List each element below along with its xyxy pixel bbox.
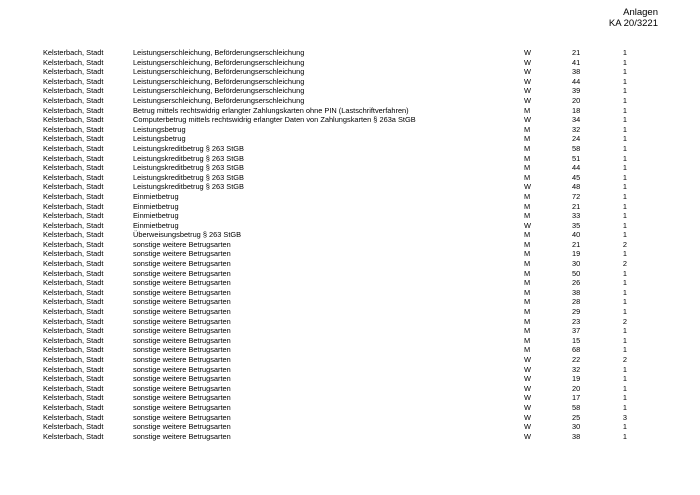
sex-cell: M	[524, 172, 531, 182]
sex-cell: W	[524, 364, 531, 374]
place-cell: Kelsterbach, Stadt	[43, 67, 104, 77]
sex-cell: M	[524, 105, 531, 115]
age-cell: 58	[572, 143, 581, 153]
count-cell: 1	[622, 249, 627, 259]
place-cell: Kelsterbach, Stadt	[43, 287, 104, 297]
offense-cell: Betrug mittels rechtswidrig erlangter Zahlungskarten ohne PIN (Lastschriftverfahren)	[133, 105, 409, 115]
age-cell: 51	[572, 153, 581, 163]
offense-cell: sonstige weitere Betrugsarten	[133, 412, 231, 422]
table-row	[0, 413, 700, 423]
sex-cell: M	[524, 239, 531, 249]
sex-cell: W	[524, 115, 531, 125]
count-cell: 1	[622, 422, 627, 432]
sex-cell: M	[524, 345, 531, 355]
table-row	[0, 230, 700, 240]
place-cell: Kelsterbach, Stadt	[43, 48, 104, 57]
table-row	[0, 355, 700, 365]
age-cell: 28	[572, 297, 581, 307]
sex-cell: W	[524, 95, 531, 105]
age-cell: 44	[572, 163, 581, 173]
table-row	[0, 393, 700, 403]
offense-cell: sonstige weitere Betrugsarten	[133, 239, 231, 249]
sex-cell: W	[524, 374, 531, 384]
age-cell: 39	[572, 86, 581, 96]
place-cell: Kelsterbach, Stadt	[43, 153, 104, 163]
place-cell: Kelsterbach, Stadt	[43, 374, 104, 384]
table-row	[0, 58, 700, 68]
place-cell: Kelsterbach, Stadt	[43, 230, 104, 240]
sex-cell: W	[524, 48, 531, 57]
count-cell: 1	[622, 287, 627, 297]
count-cell: 1	[622, 76, 627, 86]
sex-cell: W	[524, 431, 531, 441]
table-row	[0, 144, 700, 154]
place-cell: Kelsterbach, Stadt	[43, 182, 104, 192]
age-cell: 26	[572, 278, 581, 288]
sex-cell: M	[524, 268, 531, 278]
place-cell: Kelsterbach, Stadt	[43, 124, 104, 134]
count-cell: 1	[622, 345, 627, 355]
count-cell: 2	[622, 316, 627, 326]
count-cell: 1	[622, 374, 627, 384]
age-cell: 58	[572, 402, 581, 412]
age-cell: 21	[572, 48, 581, 57]
offense-cell: sonstige weitere Betrugsarten	[133, 393, 231, 403]
place-cell: Kelsterbach, Stadt	[43, 335, 104, 345]
table-row	[0, 182, 700, 192]
age-cell: 21	[572, 239, 581, 249]
count-cell: 1	[622, 163, 627, 173]
data-table	[0, 48, 700, 441]
table-row	[0, 288, 700, 298]
offense-cell: Einmietbetrug	[133, 201, 179, 211]
count-cell: 3	[622, 412, 627, 422]
count-cell: 1	[622, 307, 627, 317]
table-row	[0, 269, 700, 279]
table-row	[0, 125, 700, 135]
count-cell: 1	[622, 124, 627, 134]
place-cell: Kelsterbach, Stadt	[43, 297, 104, 307]
place-cell: Kelsterbach, Stadt	[43, 364, 104, 374]
age-cell: 30	[572, 259, 581, 269]
count-cell: 1	[622, 134, 627, 144]
table-row	[0, 86, 700, 96]
table-row	[0, 297, 700, 307]
count-cell: 1	[622, 278, 627, 288]
age-cell: 20	[572, 383, 581, 393]
offense-cell: Einmietbetrug	[133, 220, 179, 230]
sex-cell: M	[524, 230, 531, 240]
count-cell: 1	[622, 393, 627, 403]
count-cell: 2	[622, 355, 627, 364]
table-row	[0, 96, 700, 106]
count-cell: 1	[622, 191, 627, 201]
offense-cell: Leistungskreditbetrug § 263 StGB	[133, 163, 244, 173]
sex-cell: M	[524, 335, 531, 345]
sex-cell: M	[524, 211, 531, 221]
sex-cell: M	[524, 201, 531, 211]
place-cell: Kelsterbach, Stadt	[43, 268, 104, 278]
table-row	[0, 240, 700, 250]
table-row	[0, 163, 700, 173]
count-cell: 1	[622, 201, 627, 211]
sex-cell: M	[524, 153, 531, 163]
offense-cell: sonstige weitere Betrugsarten	[133, 383, 231, 393]
place-cell: Kelsterbach, Stadt	[43, 211, 104, 221]
table-row	[0, 336, 700, 346]
place-cell: Kelsterbach, Stadt	[43, 393, 104, 403]
place-cell: Kelsterbach, Stadt	[43, 239, 104, 249]
header-document-number: KA 20/3221	[608, 18, 658, 29]
count-cell: 1	[622, 402, 627, 412]
count-cell: 1	[622, 143, 627, 153]
table-row	[0, 278, 700, 288]
table-row	[0, 106, 700, 116]
sex-cell: M	[524, 259, 531, 269]
age-cell: 34	[572, 115, 581, 125]
offense-cell: Leistungserschleichung, Beförderungserschleichung	[133, 67, 305, 77]
table-row	[0, 384, 700, 394]
offense-cell: sonstige weitere Betrugsarten	[133, 259, 231, 269]
offense-cell: Computerbetrug mittels rechtswidrig erlangter Daten von Zahlungskarten § 263a StGB	[133, 115, 416, 125]
offense-cell: Leistungserschleichung, Beförderungserschleichung	[133, 86, 305, 96]
count-cell: 1	[622, 335, 627, 345]
sex-cell: M	[524, 163, 531, 173]
offense-cell: sonstige weitere Betrugsarten	[133, 345, 231, 355]
offense-cell: Leistungsbetrug	[133, 134, 186, 144]
place-cell: Kelsterbach, Stadt	[43, 57, 104, 67]
table-row	[0, 365, 700, 375]
sex-cell: M	[524, 316, 531, 326]
offense-cell: Überweisungsbetrug § 263 StGB	[133, 230, 242, 240]
count-cell: 2	[622, 239, 627, 249]
age-cell: 68	[572, 345, 581, 355]
age-cell: 30	[572, 422, 581, 432]
age-cell: 48	[572, 182, 581, 192]
sex-cell: M	[524, 287, 531, 297]
table-row	[0, 374, 700, 384]
place-cell: Kelsterbach, Stadt	[43, 172, 104, 182]
offense-cell: Leistungskreditbetrug § 263 StGB	[133, 153, 244, 163]
place-cell: Kelsterbach, Stadt	[43, 86, 104, 96]
count-cell: 1	[622, 86, 627, 96]
sex-cell: M	[524, 191, 531, 201]
age-cell: 50	[572, 268, 581, 278]
count-cell: 1	[622, 105, 627, 115]
count-cell: 1	[622, 230, 627, 240]
sex-cell: W	[524, 422, 531, 432]
place-cell: Kelsterbach, Stadt	[43, 316, 104, 326]
sex-cell: W	[524, 355, 531, 364]
table-row	[0, 154, 700, 164]
sex-cell: W	[524, 220, 531, 230]
offense-cell: Leistungskreditbetrug § 263 StGB	[133, 143, 244, 153]
sex-cell: W	[524, 86, 531, 96]
offense-cell: sonstige weitere Betrugsarten	[133, 249, 231, 259]
table-row	[0, 249, 700, 259]
place-cell: Kelsterbach, Stadt	[43, 326, 104, 336]
offense-cell: sonstige weitere Betrugsarten	[133, 402, 231, 412]
sex-cell: W	[524, 393, 531, 403]
place-cell: Kelsterbach, Stadt	[43, 345, 104, 355]
sex-cell: W	[524, 182, 531, 192]
place-cell: Kelsterbach, Stadt	[43, 307, 104, 317]
count-cell: 1	[622, 383, 627, 393]
table-row	[0, 345, 700, 355]
offense-cell: sonstige weitere Betrugsarten	[133, 316, 231, 326]
sex-cell: W	[524, 57, 531, 67]
place-cell: Kelsterbach, Stadt	[43, 220, 104, 230]
sex-cell: M	[524, 326, 531, 336]
place-cell: Kelsterbach, Stadt	[43, 355, 104, 364]
count-cell: 1	[622, 115, 627, 125]
age-cell: 20	[572, 95, 581, 105]
age-cell: 45	[572, 172, 581, 182]
offense-cell: sonstige weitere Betrugsarten	[133, 335, 231, 345]
age-cell: 32	[572, 124, 581, 134]
offense-cell: Einmietbetrug	[133, 191, 179, 201]
offense-cell: sonstige weitere Betrugsarten	[133, 431, 231, 441]
sex-cell: M	[524, 143, 531, 153]
age-cell: 38	[572, 287, 581, 297]
table-row	[0, 211, 700, 221]
age-cell: 33	[572, 211, 581, 221]
header-annex-label: Anlagen	[623, 7, 658, 18]
place-cell: Kelsterbach, Stadt	[43, 105, 104, 115]
place-cell: Kelsterbach, Stadt	[43, 134, 104, 144]
place-cell: Kelsterbach, Stadt	[43, 278, 104, 288]
offense-cell: sonstige weitere Betrugsarten	[133, 326, 231, 336]
offense-cell: Leistungskreditbetrug § 263 StGB	[133, 172, 244, 182]
offense-cell: Leistungserschleichung, Beförderungserschleichung	[133, 57, 305, 67]
table-row	[0, 77, 700, 87]
place-cell: Kelsterbach, Stadt	[43, 259, 104, 269]
age-cell: 38	[572, 431, 581, 441]
place-cell: Kelsterbach, Stadt	[43, 412, 104, 422]
count-cell: 1	[622, 182, 627, 192]
count-cell: 1	[622, 153, 627, 163]
place-cell: Kelsterbach, Stadt	[43, 422, 104, 432]
table-row	[0, 221, 700, 231]
table-row	[0, 259, 700, 269]
age-cell: 41	[572, 57, 581, 67]
count-cell: 1	[622, 67, 627, 77]
count-cell: 1	[622, 48, 627, 57]
offense-cell: sonstige weitere Betrugsarten	[133, 278, 231, 288]
table-row	[0, 307, 700, 317]
sex-cell: M	[524, 307, 531, 317]
age-cell: 37	[572, 326, 581, 336]
count-cell: 2	[622, 259, 627, 269]
place-cell: Kelsterbach, Stadt	[43, 249, 104, 259]
age-cell: 29	[572, 307, 581, 317]
offense-cell: Leistungskreditbetrug § 263 StGB	[133, 182, 244, 192]
place-cell: Kelsterbach, Stadt	[43, 201, 104, 211]
age-cell: 40	[572, 230, 581, 240]
table-row	[0, 422, 700, 432]
table-row	[0, 317, 700, 327]
offense-cell: sonstige weitere Betrugsarten	[133, 422, 231, 432]
count-cell: 1	[622, 431, 627, 441]
age-cell: 25	[572, 412, 581, 422]
age-cell: 32	[572, 364, 581, 374]
offense-cell: sonstige weitere Betrugsarten	[133, 355, 231, 364]
count-cell: 1	[622, 297, 627, 307]
table-row	[0, 173, 700, 183]
table-row	[0, 403, 700, 413]
sex-cell: M	[524, 297, 531, 307]
page-header	[609, 7, 658, 29]
sex-cell: W	[524, 76, 531, 86]
count-cell: 1	[622, 326, 627, 336]
sex-cell: M	[524, 134, 531, 144]
age-cell: 35	[572, 220, 581, 230]
place-cell: Kelsterbach, Stadt	[43, 163, 104, 173]
place-cell: Kelsterbach, Stadt	[43, 431, 104, 441]
table-row	[0, 48, 700, 58]
offense-cell: sonstige weitere Betrugsarten	[133, 307, 231, 317]
offense-cell: sonstige weitere Betrugsarten	[133, 374, 231, 384]
table-row	[0, 192, 700, 202]
sex-cell: M	[524, 124, 531, 134]
place-cell: Kelsterbach, Stadt	[43, 115, 104, 125]
count-cell: 1	[622, 172, 627, 182]
count-cell: 1	[622, 268, 627, 278]
age-cell: 19	[572, 374, 581, 384]
offense-cell: Leistungserschleichung, Beförderungserschleichung	[133, 76, 305, 86]
offense-cell: sonstige weitere Betrugsarten	[133, 364, 231, 374]
offense-cell: Leistungserschleichung, Beförderungserschleichung	[133, 48, 305, 57]
sex-cell: W	[524, 402, 531, 412]
table-row	[0, 134, 700, 144]
offense-cell: Leistungserschleichung, Beförderungserschleichung	[133, 95, 305, 105]
age-cell: 18	[572, 105, 581, 115]
count-cell: 1	[622, 57, 627, 67]
age-cell: 22	[572, 355, 581, 364]
age-cell: 38	[572, 67, 581, 77]
sex-cell: M	[524, 249, 531, 259]
age-cell: 21	[572, 201, 581, 211]
offense-cell: Leistungsbetrug	[133, 124, 186, 134]
table-row	[0, 67, 700, 77]
offense-cell: Einmietbetrug	[133, 211, 179, 221]
age-cell: 15	[572, 335, 581, 345]
sex-cell: W	[524, 67, 531, 77]
place-cell: Kelsterbach, Stadt	[43, 191, 104, 201]
sex-cell: M	[524, 278, 531, 288]
age-cell: 23	[572, 316, 581, 326]
age-cell: 24	[572, 134, 581, 144]
place-cell: Kelsterbach, Stadt	[43, 383, 104, 393]
table-row	[0, 115, 700, 125]
count-cell: 1	[622, 211, 627, 221]
age-cell: 44	[572, 76, 581, 86]
table-row	[0, 432, 700, 442]
table-row	[0, 202, 700, 212]
place-cell: Kelsterbach, Stadt	[43, 143, 104, 153]
count-cell: 1	[622, 95, 627, 105]
age-cell: 72	[572, 191, 581, 201]
place-cell: Kelsterbach, Stadt	[43, 402, 104, 412]
offense-cell: sonstige weitere Betrugsarten	[133, 287, 231, 297]
age-cell: 17	[572, 393, 581, 403]
count-cell: 1	[622, 220, 627, 230]
table-row	[0, 326, 700, 336]
age-cell: 19	[572, 249, 581, 259]
count-cell: 1	[622, 364, 627, 374]
place-cell: Kelsterbach, Stadt	[43, 95, 104, 105]
place-cell: Kelsterbach, Stadt	[43, 76, 104, 86]
offense-cell: sonstige weitere Betrugsarten	[133, 268, 231, 278]
offense-cell: sonstige weitere Betrugsarten	[133, 297, 231, 307]
sex-cell: W	[524, 412, 531, 422]
sex-cell: W	[524, 383, 531, 393]
